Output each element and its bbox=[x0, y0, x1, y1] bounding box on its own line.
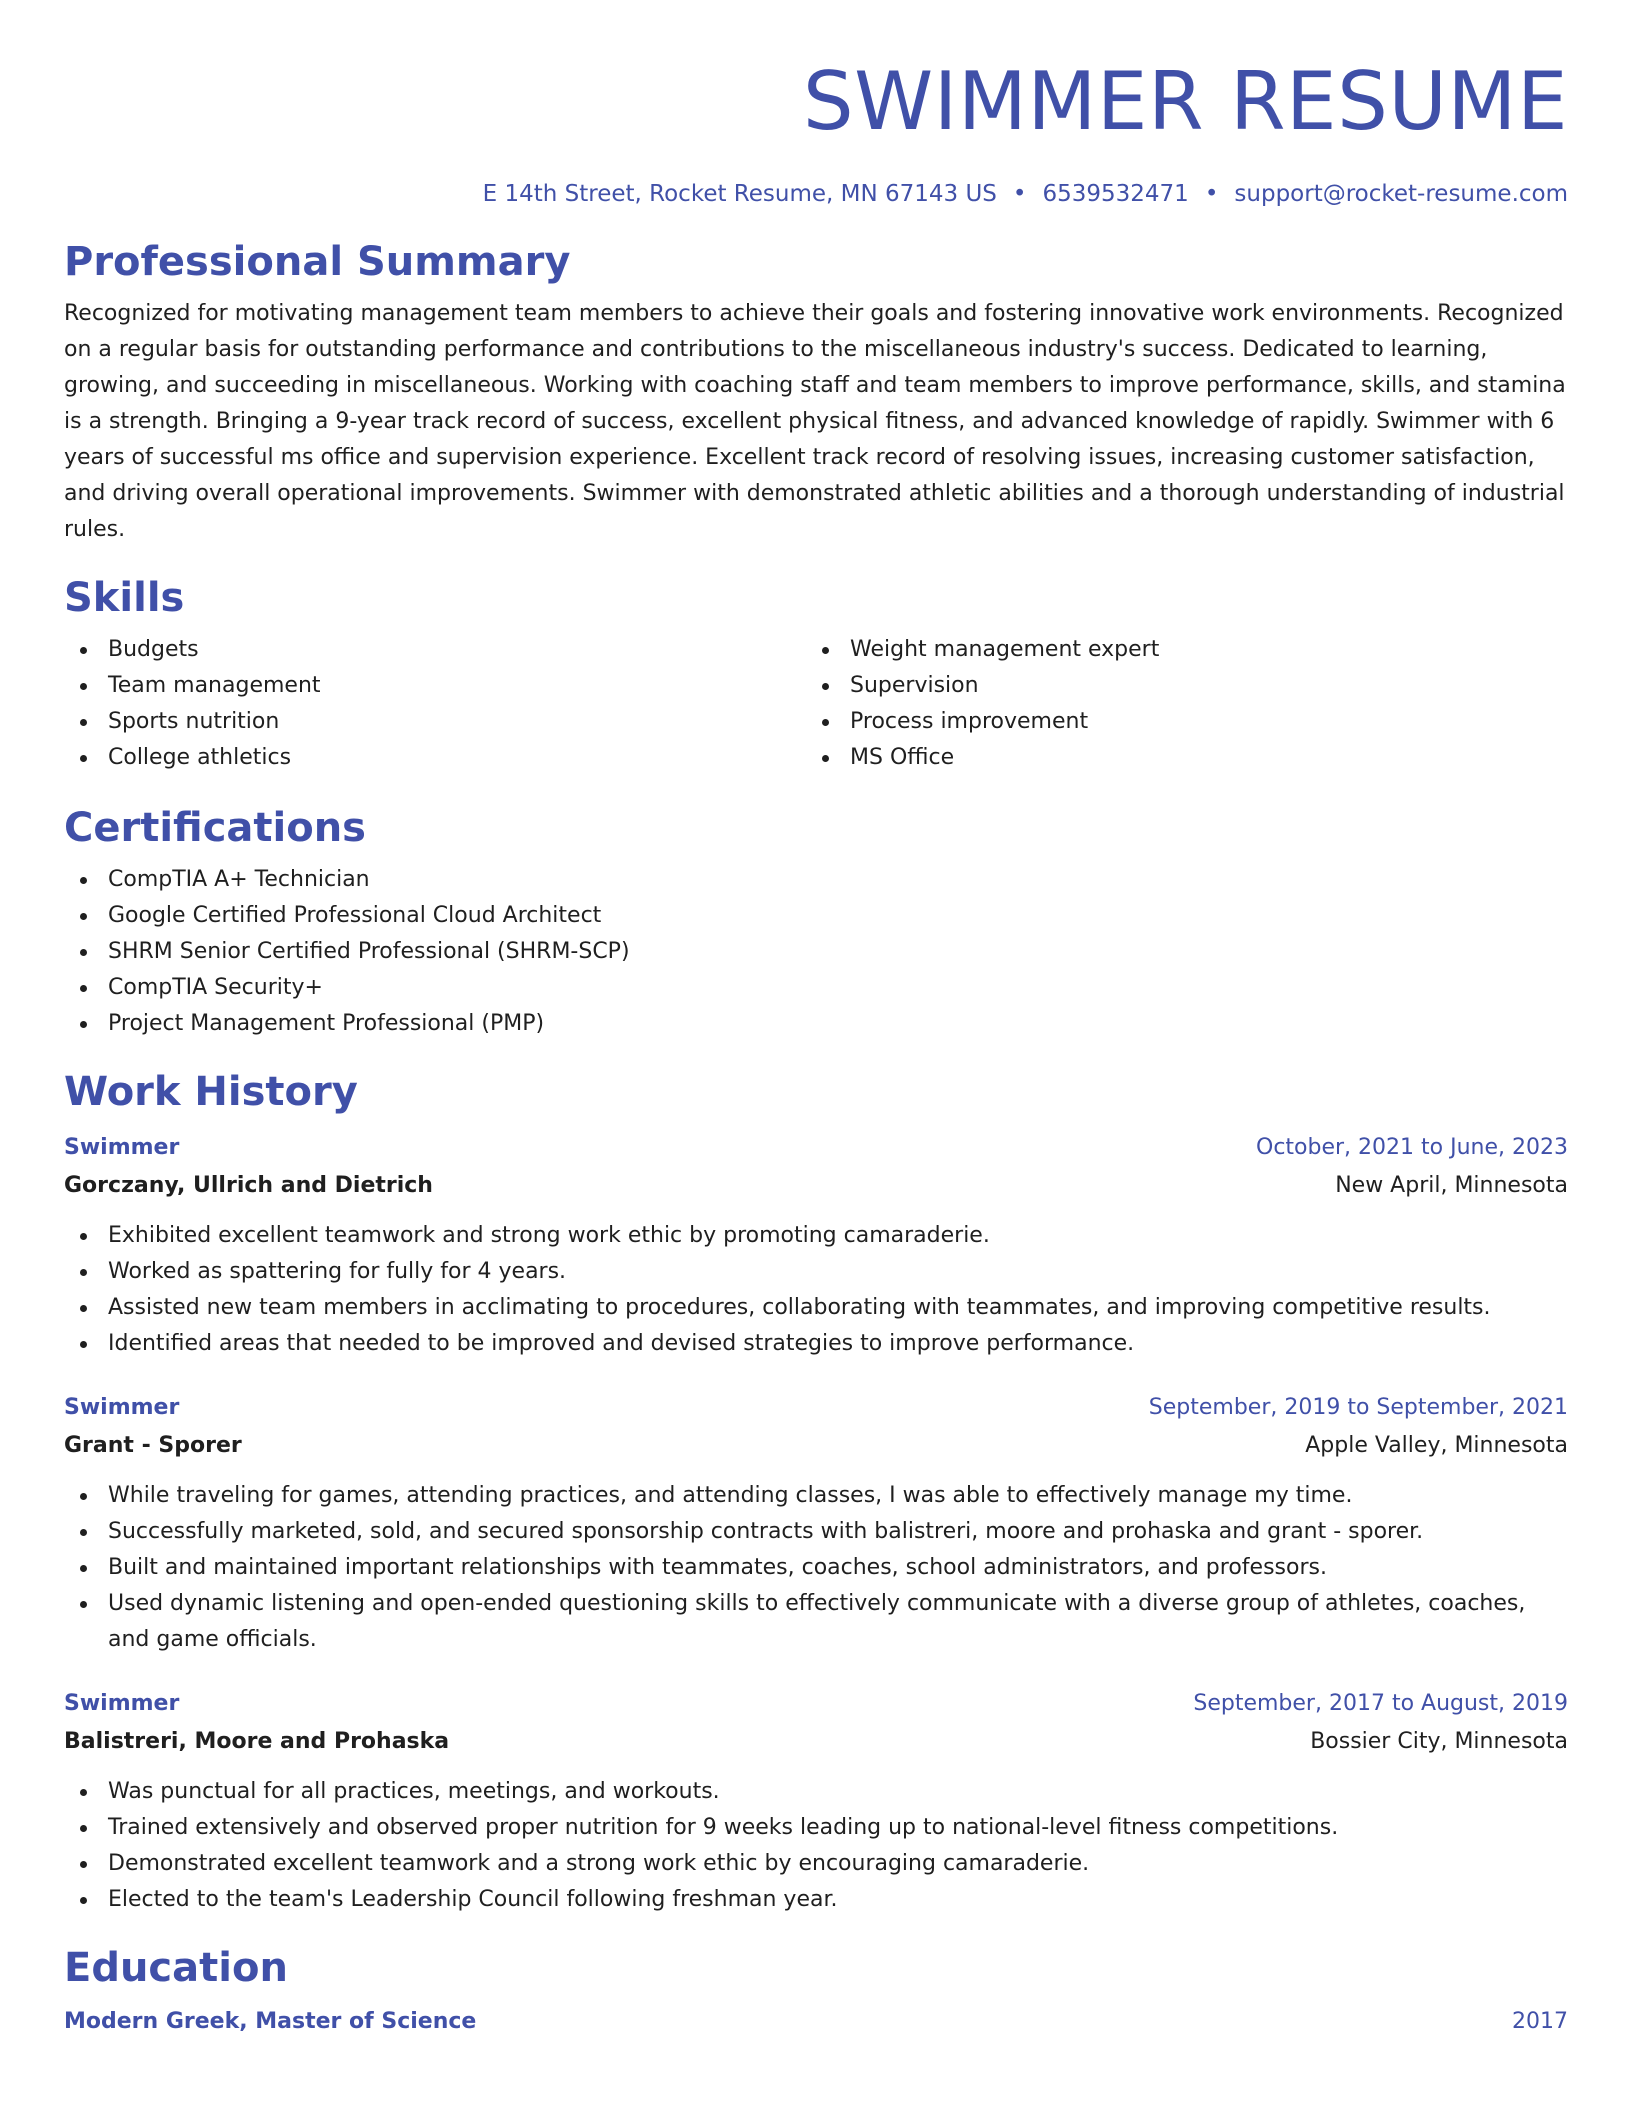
skill-item: Weight management expert bbox=[806, 632, 1548, 668]
certifications-heading: Certifications bbox=[64, 805, 366, 851]
job-header bbox=[64, 1390, 1568, 1426]
job-bullets bbox=[64, 1478, 1568, 1658]
job-bullet: Used dynamic listening and open-ended questioning skills to effectively communicate with a diverse group of athletes, coaches, and game officials. bbox=[64, 1586, 1568, 1658]
contact-phone: 6539532471 bbox=[1042, 181, 1189, 207]
job-company: Balistreri, Moore and Prohaska bbox=[64, 1729, 450, 1754]
skill-item: MS Office bbox=[806, 740, 1548, 776]
job-header bbox=[64, 1130, 1568, 1166]
job-bullet: While traveling for games, attending practices, and attending classes, I was able to effectively manage my time. bbox=[64, 1478, 1568, 1514]
education-heading: Education bbox=[64, 1945, 288, 1991]
summary-heading: Professional Summary bbox=[64, 239, 571, 285]
job-bullet: Built and maintained important relationships with teammates, coaches, school administrators, and professors. bbox=[64, 1550, 1568, 1586]
education-section bbox=[64, 1944, 1568, 2040]
job-location: New April, Minnesota bbox=[1335, 1173, 1568, 1198]
job-bullet: Identified areas that needed to be improved and devised strategies to improve performance. bbox=[64, 1326, 1568, 1362]
skill-item: Budgets bbox=[64, 632, 806, 668]
skills-list-right bbox=[806, 632, 1548, 776]
job-bullet: Demonstrated excellent teamwork and a strong work ethic by encouraging camaraderie. bbox=[64, 1846, 1568, 1882]
education-year: 2017 bbox=[1512, 2009, 1568, 2034]
job-subheader bbox=[64, 1426, 1568, 1466]
job-subheader bbox=[64, 1166, 1568, 1206]
certifications-section bbox=[64, 804, 1568, 1042]
skills-list-left bbox=[64, 632, 806, 776]
education-entry bbox=[64, 2004, 1568, 2040]
skill-item: Process improvement bbox=[806, 704, 1548, 740]
job-location: Bossier City, Minnesota bbox=[1310, 1729, 1568, 1754]
skills-section bbox=[64, 574, 1568, 776]
certification-item: SHRM Senior Certified Professional (SHRM-SCP) bbox=[64, 934, 1568, 970]
job-bullet: Was punctual for all practices, meetings, and workouts. bbox=[64, 1774, 1568, 1810]
job-company: Grant - Sporer bbox=[64, 1433, 242, 1458]
certification-item: Project Management Professional (PMP) bbox=[64, 1006, 1568, 1042]
job-bullets bbox=[64, 1218, 1568, 1362]
job-bullet: Successfully marketed, sold, and secured sponsorship contracts with balistreri, moore and prohaska and grant - sporer. bbox=[64, 1514, 1568, 1550]
job-dates: October, 2021 to June, 2023 bbox=[1256, 1135, 1568, 1160]
job-bullet: Trained extensively and observed proper nutrition for 9 weeks leading up to national-level fitness competitions. bbox=[64, 1810, 1568, 1846]
work-history-section bbox=[64, 1068, 1568, 1918]
job-dates: September, 2017 to August, 2019 bbox=[1193, 1691, 1568, 1716]
job-entry bbox=[64, 1390, 1568, 1658]
job-header bbox=[64, 1686, 1568, 1722]
job-subheader bbox=[64, 1722, 1568, 1762]
certifications-list bbox=[64, 862, 1568, 1042]
contact-separator: • bbox=[1012, 181, 1027, 207]
contact-line bbox=[64, 178, 1568, 210]
skills-grid bbox=[64, 632, 1568, 776]
skill-item: Supervision bbox=[806, 668, 1548, 704]
resume-page bbox=[64, 0, 1568, 2112]
job-title: Swimmer bbox=[64, 1395, 180, 1420]
skill-item: College athletics bbox=[64, 740, 806, 776]
contact-email[interactable]: support@rocket-resume.com bbox=[1234, 181, 1568, 207]
education-degree: Modern Greek, Master of Science bbox=[64, 2009, 477, 2034]
resume-name: SWIMMER RESUME bbox=[802, 55, 1568, 148]
job-location: Apple Valley, Minnesota bbox=[1305, 1433, 1568, 1458]
job-entry bbox=[64, 1130, 1568, 1362]
job-bullet: Exhibited excellent teamwork and strong work ethic by promoting camaraderie. bbox=[64, 1218, 1568, 1254]
skill-item: Sports nutrition bbox=[64, 704, 806, 740]
job-title: Swimmer bbox=[64, 1135, 180, 1160]
skills-heading: Skills bbox=[64, 575, 185, 621]
contact-separator: • bbox=[1204, 181, 1219, 207]
summary-text: Recognized for motivating management team members to achieve their goals and fostering innovative work environments. Recognized on a regular basis for outstanding performance and contributions to the miscellaneous industry's success. Dedicated to learning, growing, and succeeding in miscellaneous. Working with coaching staff and team members to improve performance, skills, and stamina is a strength. Bringing a 9-year track record of success, excellent physical fitness, and advanced knowledge of rapidly. Swimmer with 6 years of successful ms office and supervision experience. Excellent track record of resolving issues, increasing customer satisfaction, and driving overall operational improvements. Swimmer with demonstrated athletic abilities and a thorough understanding of industrial rules. bbox=[64, 301, 1566, 542]
job-bullet: Assisted new team members in acclimating to procedures, collaborating with teammates, and improving competitive results. bbox=[64, 1290, 1568, 1326]
certification-item: CompTIA Security+ bbox=[64, 970, 1568, 1006]
contact-address: E 14th Street, Rocket Resume, MN 67143 US bbox=[482, 181, 997, 207]
job-bullet: Elected to the team's Leadership Council following freshman year. bbox=[64, 1882, 1568, 1918]
skill-item: Team management bbox=[64, 668, 806, 704]
job-bullet: Worked as spattering for fully for 4 years. bbox=[64, 1254, 1568, 1290]
job-bullets bbox=[64, 1774, 1568, 1918]
certification-item: Google Certified Professional Cloud Architect bbox=[64, 898, 1568, 934]
job-company: Gorczany, Ullrich and Dietrich bbox=[64, 1173, 433, 1198]
work-history-heading: Work History bbox=[64, 1069, 358, 1115]
certification-item: CompTIA A+ Technician bbox=[64, 862, 1568, 898]
job-title: Swimmer bbox=[64, 1691, 180, 1716]
summary-section bbox=[64, 238, 1568, 548]
job-entry bbox=[64, 1686, 1568, 1918]
job-dates: September, 2019 to September, 2021 bbox=[1148, 1395, 1568, 1420]
